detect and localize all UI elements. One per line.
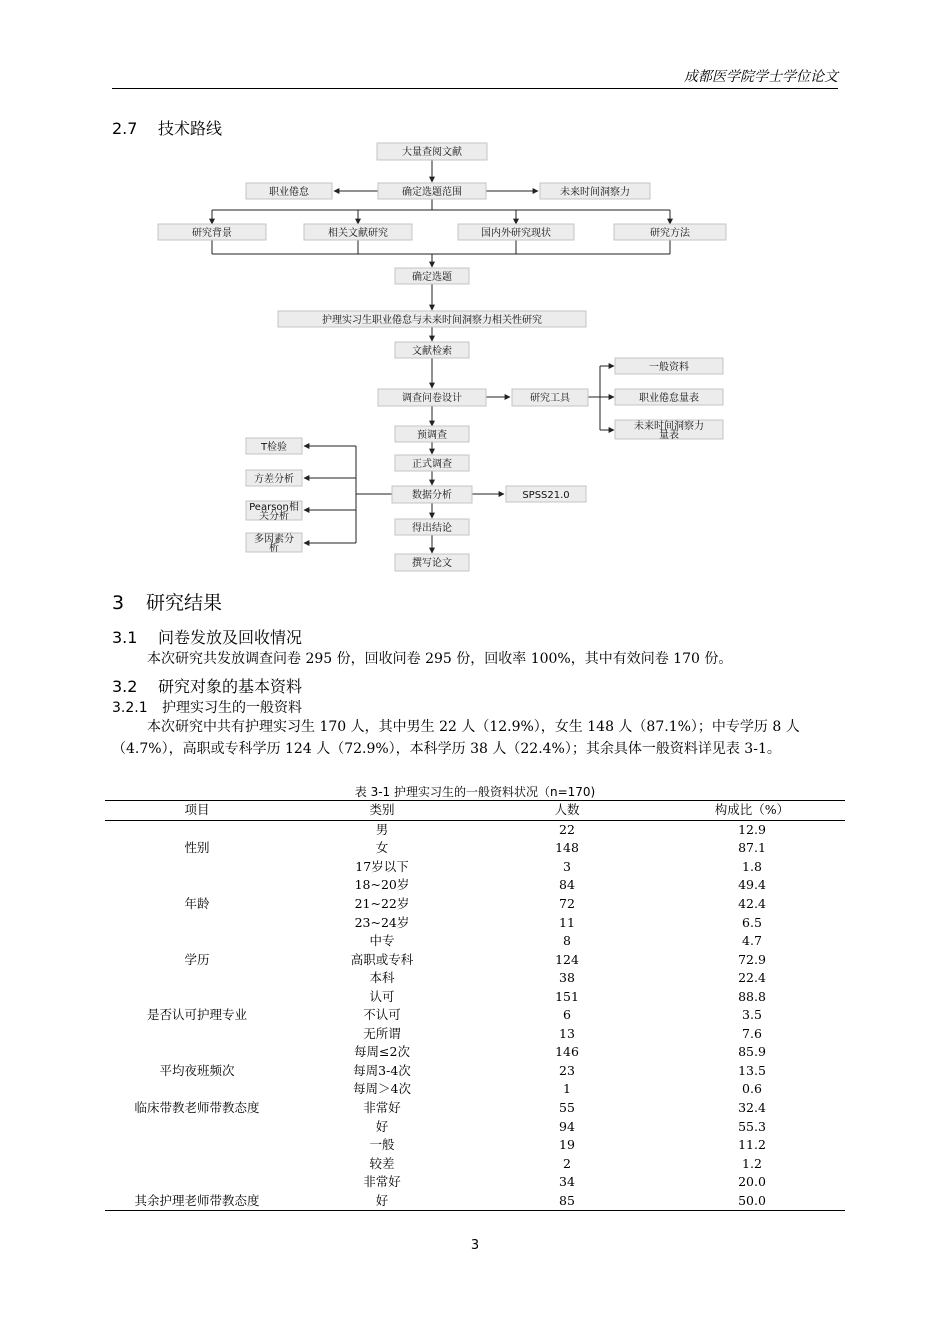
cell-count: 6 [563, 1007, 571, 1023]
cell-category: 17岁以下 [355, 858, 409, 874]
cell-count: 11 [559, 914, 575, 930]
cell-category: 18~20岁 [354, 877, 410, 893]
flow-node-conclusion [395, 519, 469, 535]
cell-percent: 32.4 [738, 1100, 766, 1116]
cell-count: 94 [559, 1118, 575, 1134]
cell-category: 不认可 [363, 1007, 401, 1023]
cell-percent: 50.0 [659, 1191, 845, 1210]
table-row [105, 1043, 845, 1062]
table-header-row [105, 801, 845, 821]
table-row [105, 932, 845, 951]
cell-item [105, 820, 289, 839]
cell-count: 8 [563, 933, 571, 949]
flow-node-anova [246, 470, 302, 486]
section-3-heading [112, 588, 222, 615]
cell-percent: 85.9 [738, 1044, 766, 1060]
flow-node-related-literature [304, 224, 412, 240]
table-row [105, 1062, 845, 1081]
table-row [105, 1136, 845, 1155]
svg-text:撰写论文: 撰写论文 [412, 558, 452, 569]
svg-text:调查问卷设计: 调查问卷设计 [402, 393, 462, 404]
section-2-7-heading [112, 116, 222, 139]
cell-percent: 42.4 [738, 896, 766, 911]
technical-route-flowchart [112, 140, 752, 580]
cell-count: 72 [559, 896, 575, 911]
cell-count: 23 [559, 1062, 575, 1078]
section-number: 3.1 [112, 628, 138, 647]
svg-text:确定选题范围: 确定选题范围 [402, 187, 462, 198]
cell-percent: 88.8 [738, 988, 766, 1004]
section-number: 2.7 [112, 119, 138, 138]
table-row [105, 820, 845, 839]
cell-category: 较差 [369, 1155, 395, 1171]
running-header: 成都医学院学士学位论文 [684, 69, 838, 85]
svg-text:析: 析 [269, 543, 279, 554]
section-3-2-heading [112, 674, 302, 697]
section-number: 3 [112, 592, 125, 614]
table-row [105, 1173, 845, 1192]
svg-text:职业倦怠量表: 职业倦怠量表 [639, 393, 699, 404]
section-title: 问卷发放及回收情况 [158, 628, 303, 647]
cell-item [105, 932, 289, 951]
flow-node-write-thesis [395, 554, 469, 571]
cell-category: 中专 [369, 933, 395, 949]
cell-count: 1 [563, 1081, 571, 1097]
table-row [105, 895, 845, 914]
cell-item [105, 1025, 289, 1044]
section-title: 护理实习生的一般资料 [162, 700, 302, 716]
section-title: 研究结果 [146, 592, 223, 614]
cell-category: 一般 [369, 1137, 395, 1153]
section-number: 3.2.1 [112, 700, 148, 716]
svg-text:正式调查: 正式调查 [412, 459, 452, 470]
svg-text:未来时间洞察力: 未来时间洞察力 [560, 187, 630, 198]
cell-category: 每周≤2次 [354, 1044, 410, 1060]
cell-item [105, 987, 289, 1006]
cell-item [105, 1154, 289, 1173]
cell-count: 85 [475, 1191, 659, 1210]
cell-item [105, 876, 289, 895]
flow-node-pearson [246, 500, 302, 522]
table-row [105, 1099, 845, 1118]
header-item: 项目 [105, 801, 289, 821]
cell-item [105, 858, 289, 877]
table-row [105, 987, 845, 1006]
svg-text:方差分析: 方差分析 [254, 474, 294, 485]
cell-category: 本科 [369, 970, 395, 986]
svg-text:关分析: 关分析 [259, 511, 289, 522]
flow-node-topic-scope [378, 183, 486, 199]
section-3-2-1-heading [112, 697, 302, 717]
cell-category: 非常好 [363, 1100, 401, 1116]
table-row [105, 876, 845, 895]
page-number: 3 [470, 1238, 480, 1253]
svg-text:大量查阅文献: 大量查阅文献 [402, 147, 462, 158]
cell-percent: 55.3 [738, 1118, 766, 1134]
flow-node-questionnaire-design [378, 389, 486, 406]
svg-text:得出结论: 得出结论 [412, 523, 452, 534]
flow-node-research-tools [512, 389, 588, 406]
table-caption: 表 3-1 护理实习生的一般资料状况（n=170) [354, 785, 596, 799]
cell-category: 女 [375, 840, 389, 856]
section-title: 研究对象的基本资料 [158, 677, 303, 696]
cell-percent: 4.7 [742, 933, 762, 949]
section-3-1-heading [112, 625, 302, 648]
flow-node-future-time-perspective [540, 183, 650, 199]
svg-text:数据分析: 数据分析 [412, 490, 452, 501]
table-row [105, 1080, 845, 1099]
cell-count: 146 [555, 1044, 579, 1060]
flow-node-topic-determined [395, 268, 469, 284]
flow-node-t-test [246, 438, 302, 454]
svg-text:文献检索: 文献检索 [412, 346, 452, 357]
cell-percent: 22.4 [738, 970, 766, 986]
cell-category: 认可 [369, 988, 395, 1004]
svg-text:SPSS21.0: SPSS21.0 [522, 490, 570, 501]
general-info-table [105, 800, 845, 1211]
table-row [105, 1117, 845, 1136]
table-row [105, 1154, 845, 1173]
cell-item [105, 1043, 289, 1062]
cell-percent: 20.0 [738, 1174, 766, 1190]
flow-node-study-title [278, 311, 586, 327]
cell-count: 19 [559, 1137, 575, 1153]
cell-item [105, 1080, 289, 1099]
cell-percent: 1.2 [742, 1155, 762, 1171]
svg-text:护理实习生职业倦怠与未来时间洞察力相关性研究: 护理实习生职业倦怠与未来时间洞察力相关性研究 [322, 315, 542, 326]
flow-node-literature-review [377, 143, 487, 160]
cell-category: 高职或专科 [350, 951, 414, 967]
cell-percent: 3.5 [742, 1007, 762, 1023]
cell-percent: 7.6 [742, 1025, 762, 1041]
cell-item: 是否认可护理专业 [146, 1007, 247, 1023]
svg-text:国内外研究现状: 国内外研究现状 [481, 228, 551, 239]
table-row [105, 1006, 845, 1025]
svg-text:量表: 量表 [659, 430, 679, 441]
cell-item: 临床带教老师带教态度 [134, 1100, 260, 1116]
cell-count: 84 [559, 877, 575, 893]
cell-item [105, 1117, 289, 1136]
cell-item [105, 1173, 289, 1192]
cell-category: 每周＞4次 [353, 1081, 411, 1097]
table-row [105, 858, 845, 877]
flow-node-multifactor [246, 532, 302, 554]
svg-text:研究方法: 研究方法 [650, 228, 690, 239]
cell-percent: 0.6 [742, 1081, 762, 1097]
header-percent: 构成比（%） [659, 801, 845, 821]
header-count: 人数 [475, 801, 659, 821]
table-row [105, 1191, 845, 1210]
cell-percent: 49.4 [738, 877, 766, 893]
cell-category: 好 [289, 1191, 475, 1210]
svg-text:Pearson相: Pearson相 [249, 502, 299, 513]
cell-category: 非常好 [363, 1174, 401, 1190]
svg-text:研究背景: 研究背景 [192, 228, 232, 239]
header-category: 类别 [289, 801, 475, 821]
cell-count: 34 [559, 1174, 575, 1190]
cell-count: 3 [563, 858, 571, 874]
cell-percent: 12.9 [738, 821, 766, 837]
table-row [105, 969, 845, 988]
svg-text:一般资料: 一般资料 [649, 362, 689, 373]
section-number: 3.2 [112, 677, 138, 696]
flow-node-background [158, 224, 266, 240]
svg-text:多因素分: 多因素分 [254, 534, 294, 545]
section-title: 技术路线 [158, 119, 223, 138]
cell-item: 平均夜班频次 [159, 1062, 235, 1078]
cell-category: 好 [375, 1118, 389, 1134]
cell-count: 55 [559, 1100, 575, 1116]
flow-node-general-info [615, 358, 723, 374]
cell-count: 38 [559, 970, 575, 986]
svg-text:预调查: 预调查 [417, 430, 447, 441]
cell-item [105, 969, 289, 988]
flow-node-research-method [614, 224, 726, 240]
svg-text:T检验: T检验 [260, 442, 288, 453]
paragraph-3-2-1: 本次研究中共有护理实习生 170 人，其中男生 22 人（12.9%），女生 148 人（87.1%）；中专学历 8 人（4.7%），高职或专科学历 124 人（72.9%），本科学历 38 人（22.4%）；其余具体一般资料详见表 3-1。 [112, 719, 800, 757]
header-rule [112, 88, 838, 89]
svg-text:研究工具: 研究工具 [530, 393, 570, 404]
cell-percent: 72.9 [738, 951, 766, 967]
cell-item [105, 913, 289, 932]
flow-node-literature-search [395, 342, 469, 358]
table-row [105, 839, 845, 858]
flow-node-burnout [246, 183, 332, 199]
svg-text:相关文献研究: 相关文献研究 [328, 228, 388, 239]
flow-node-research-status [458, 224, 574, 240]
cell-category: 无所谓 [363, 1025, 401, 1041]
cell-item: 性别 [184, 840, 210, 856]
cell-count: 124 [555, 951, 579, 967]
cell-percent: 87.1 [738, 840, 766, 856]
cell-count: 151 [555, 988, 579, 1004]
cell-count: 2 [563, 1155, 571, 1171]
flow-node-formal-survey [395, 455, 469, 471]
table-row [105, 913, 845, 932]
cell-item: 其余护理老师带教态度 [105, 1191, 289, 1210]
cell-item [105, 1136, 289, 1155]
flow-node-pilot-survey [395, 426, 469, 442]
cell-percent: 11.2 [738, 1137, 766, 1153]
cell-count: 148 [555, 840, 579, 856]
svg-text:职业倦怠: 职业倦怠 [269, 187, 309, 198]
cell-percent: 6.5 [742, 914, 762, 930]
cell-percent: 13.5 [738, 1062, 766, 1078]
cell-category: 男 [375, 821, 389, 837]
table-row [105, 950, 845, 969]
svg-text:确定选题: 确定选题 [412, 272, 452, 283]
cell-category: 每周3-4次 [353, 1062, 411, 1078]
cell-item: 学历 [184, 951, 210, 967]
flow-node-spss [506, 486, 586, 502]
svg-text:未来时间洞察力: 未来时间洞察力 [634, 421, 704, 432]
cell-item: 年龄 [184, 896, 210, 911]
table-row [105, 1025, 845, 1044]
flow-node-ftp-scale [615, 419, 723, 441]
cell-count: 13 [559, 1025, 575, 1041]
cell-percent: 1.8 [742, 858, 762, 874]
flow-node-burnout-scale [615, 389, 723, 405]
cell-count: 22 [559, 821, 575, 837]
paragraph-3-1: 本次研究共发放调查问卷 295 份，回收问卷 295 份，回收率 100%，其中有效问卷 170 份。 [147, 651, 733, 667]
cell-category: 23~24岁 [354, 914, 410, 930]
cell-category: 21~22岁 [354, 896, 410, 911]
flow-node-data-analysis [392, 486, 472, 503]
